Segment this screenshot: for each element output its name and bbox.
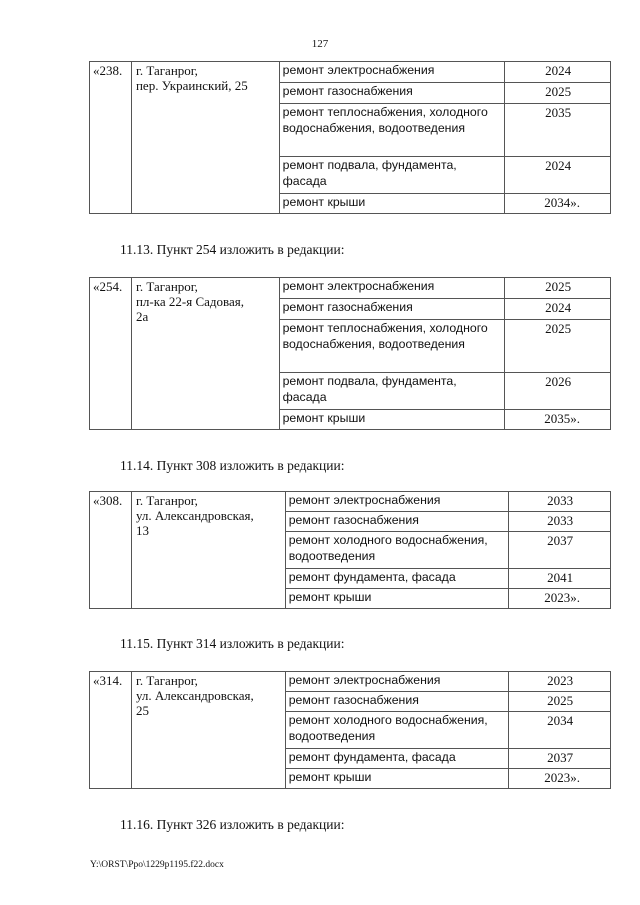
work-type: ремонт фундамента, фасада [285,569,508,589]
item-address [131,492,285,609]
paragraph: 11.14. Пункт 308 изложить в редакции: [120,458,345,473]
item-number: «238. [90,62,132,214]
work-year: 2035». [505,410,611,430]
address-line: ул. Александровская, [135,688,254,703]
work-type: ремонт подвала, фундамента, фасада [279,157,504,194]
work-year: 2037 [509,749,611,769]
work-year: 2041 [509,569,611,589]
paragraph: 11.15. Пункт 314 изложить в редакции: [120,636,345,651]
work-year: 2033 [509,512,611,532]
work-type: ремонт электроснабжения [285,672,508,692]
work-year: 2034 [509,712,611,749]
item-address [131,62,279,214]
work-type: ремонт газоснабжения [285,512,508,532]
footer-file-path: Y:\ORST\Ppo\1229p1195.f22.docx [90,860,224,870]
work-type: ремонт крыши [285,589,508,609]
address-line: пл-ка 22-я Садовая, [135,294,244,309]
work-type: ремонт теплоснабжения, холодного водоснабжения, водоотведения [279,320,505,373]
item-number: «308. [90,492,132,609]
work-type: ремонт электроснабжения [285,492,508,512]
table-item-308 [89,491,611,609]
item-number: «254. [90,278,132,430]
work-year: 2035 [505,104,611,157]
work-type: ремонт электроснабжения [279,278,505,299]
address-line: г. Таганрог, [135,279,198,294]
address-line: г. Таганрог, [135,493,198,508]
work-type: ремонт фундамента, фасада [285,749,508,769]
table-row [90,62,611,83]
work-year: 2023». [509,769,611,789]
work-type: ремонт газоснабжения [279,299,505,320]
work-type: ремонт крыши [279,410,505,430]
table-row [90,278,611,299]
page-number: 127 [311,38,329,50]
address-line: ул. Александровская, [135,508,254,523]
work-year: 2033 [509,492,611,512]
work-type: ремонт газоснабжения [279,83,504,104]
work-year: 2025 [505,83,611,104]
work-year: 2024 [505,299,611,320]
work-year: 2024 [505,62,611,83]
address-line: г. Таганрог, [135,673,198,688]
work-type: ремонт газоснабжения [285,692,508,712]
table-row [90,672,611,692]
work-year: 2037 [509,532,611,569]
work-type: ремонт крыши [285,769,508,789]
work-year: 2034». [505,194,611,214]
work-type: ремонт электроснабжения [279,62,504,83]
work-type: ремонт холодного водоснабжения, водоотведения [285,532,508,569]
item-address [131,278,279,430]
work-year: 2026 [505,373,611,410]
paragraph: 11.16. Пункт 326 изложить в редакции: [120,817,345,832]
item-address [131,672,285,789]
work-year: 2024 [505,157,611,194]
work-type: ремонт подвала, фундамента, фасада [279,373,505,410]
work-type: ремонт холодного водоснабжения, водоотведения [285,712,508,749]
address-line: 13 [135,523,149,538]
work-year: 2023». [509,589,611,609]
table-item-254 [89,277,611,430]
address-line: 25 [135,703,149,718]
work-type: ремонт теплоснабжения, холодного водоснабжения, водоотведения [279,104,504,157]
item-number: «314. [90,672,132,789]
work-year: 2025 [505,320,611,373]
address-line: пер. Украинский, 25 [135,78,248,93]
address-line: г. Таганрог, [135,63,198,78]
paragraph: 11.13. Пункт 254 изложить в редакции: [120,242,345,257]
work-type: ремонт крыши [279,194,504,214]
table-item-314 [89,671,611,789]
table-row [90,492,611,512]
work-year: 2025 [505,278,611,299]
work-year: 2025 [509,692,611,712]
table-item-238 [89,61,611,214]
address-line: 2а [135,309,149,324]
work-year: 2023 [509,672,611,692]
